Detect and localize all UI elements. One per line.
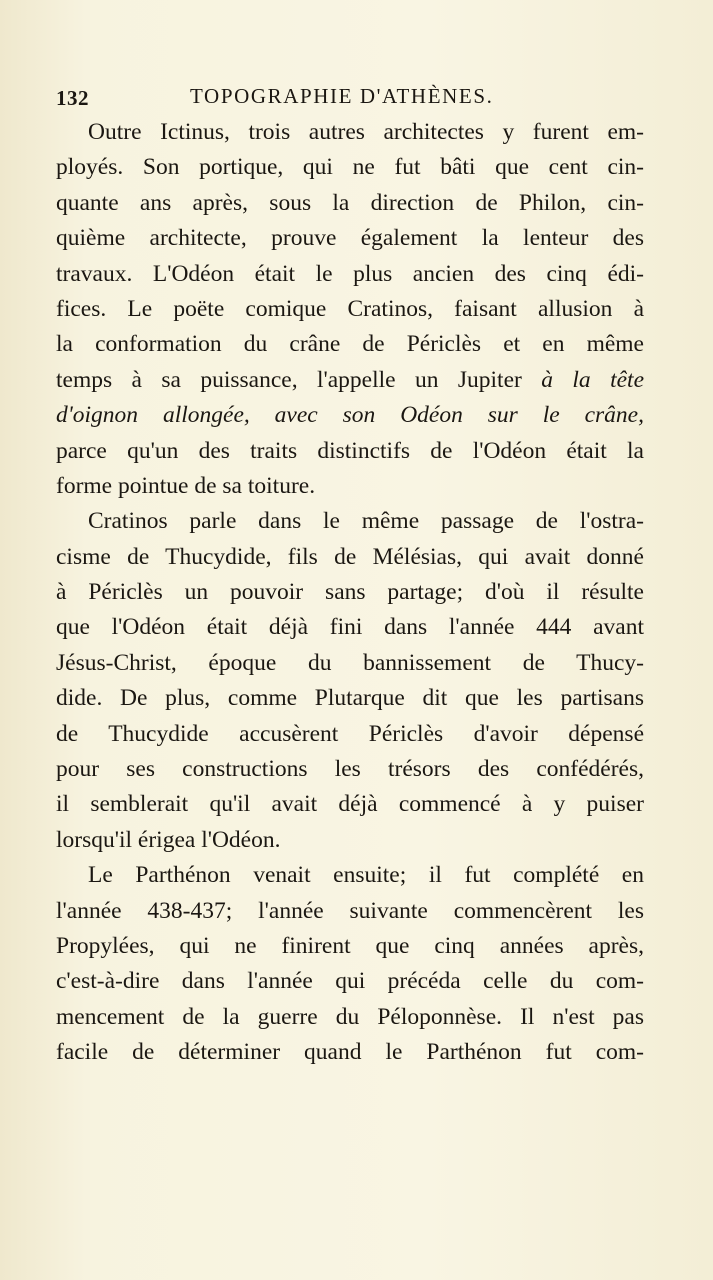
text-line: Cratinos parle dans le même passage de l'ostra-	[88, 508, 644, 535]
text-line: c'est-à-dire dans l'année qui précéda celle du com-	[56, 968, 644, 995]
text-line: Le Parthénon venait ensuite; il fut complété en	[88, 862, 644, 889]
text-line: Jésus-Christ, époque du bannissement de Thucy-	[56, 649, 644, 676]
text-line: l'année 438-437; l'année suivante commencèrent les	[56, 897, 644, 924]
text-line: de Thucydide accusèrent Périclès d'avoir dépensé	[56, 720, 644, 747]
text-line: dide. De plus, comme Plutarque dit que les partisans	[56, 685, 644, 712]
text-line: Outre Ictinus, trois autres architectes y furent em-	[88, 119, 644, 145]
page-number: 132	[56, 86, 89, 110]
italic-quote: à la tête	[541, 366, 644, 393]
text-line	[56, 398, 644, 433]
text-line: cisme de Thucydide, fils de Mélésias, qui avait donné	[56, 543, 644, 570]
text-line: mencement de la guerre du Péloponnèse. Il n'est pas	[56, 1003, 644, 1030]
text-line: la conformation du crâne de Périclès et en même	[56, 331, 644, 358]
text-line: que l'Odéon était déjà fini dans l'année 444 avant	[56, 614, 644, 641]
text-line: à Périclès un pouvoir sans partage; d'où il résulte	[56, 579, 644, 606]
text-line: temps à sa puissance, l'appelle un Jupiter à la tête	[56, 366, 644, 393]
page-header	[56, 82, 644, 112]
text-line: pour ses constructions les trésors des confédérés,	[56, 756, 644, 783]
text-line: quante ans après, sous la direction de Philon, cin-	[56, 189, 644, 216]
text-line: parce qu'un des traits distinctifs de l'Odéon était la	[56, 437, 644, 464]
text-line: il semblerait qu'il avait déjà commencé à y puiser	[56, 791, 644, 818]
body-text	[56, 115, 644, 1071]
text-line: fices. Le poëte comique Cratinos, faisant allusion à	[56, 295, 644, 322]
text-line: facile de déterminer quand le Parthénon fut com-	[56, 1039, 644, 1066]
text-line: lorsqu'il érigea l'Odéon.	[56, 826, 281, 853]
running-head: TOPOGRAPHIE D'ATHÈNES.	[190, 84, 494, 108]
text-line: Propylées, qui ne finirent que cinq années après,	[56, 932, 644, 959]
text-line: quième architecte, prouve également la lenteur des	[56, 225, 644, 252]
italic-quote: d'oignon allongée, avec son Odéon sur le crâne,	[56, 402, 644, 429]
text-line: ployés. Son portique, qui ne fut bâti que cent cin-	[56, 154, 644, 181]
text-line: travaux. L'Odéon était le plus ancien des cinq édi-	[56, 260, 644, 287]
text-line: forme pointue de sa toiture.	[56, 472, 316, 499]
